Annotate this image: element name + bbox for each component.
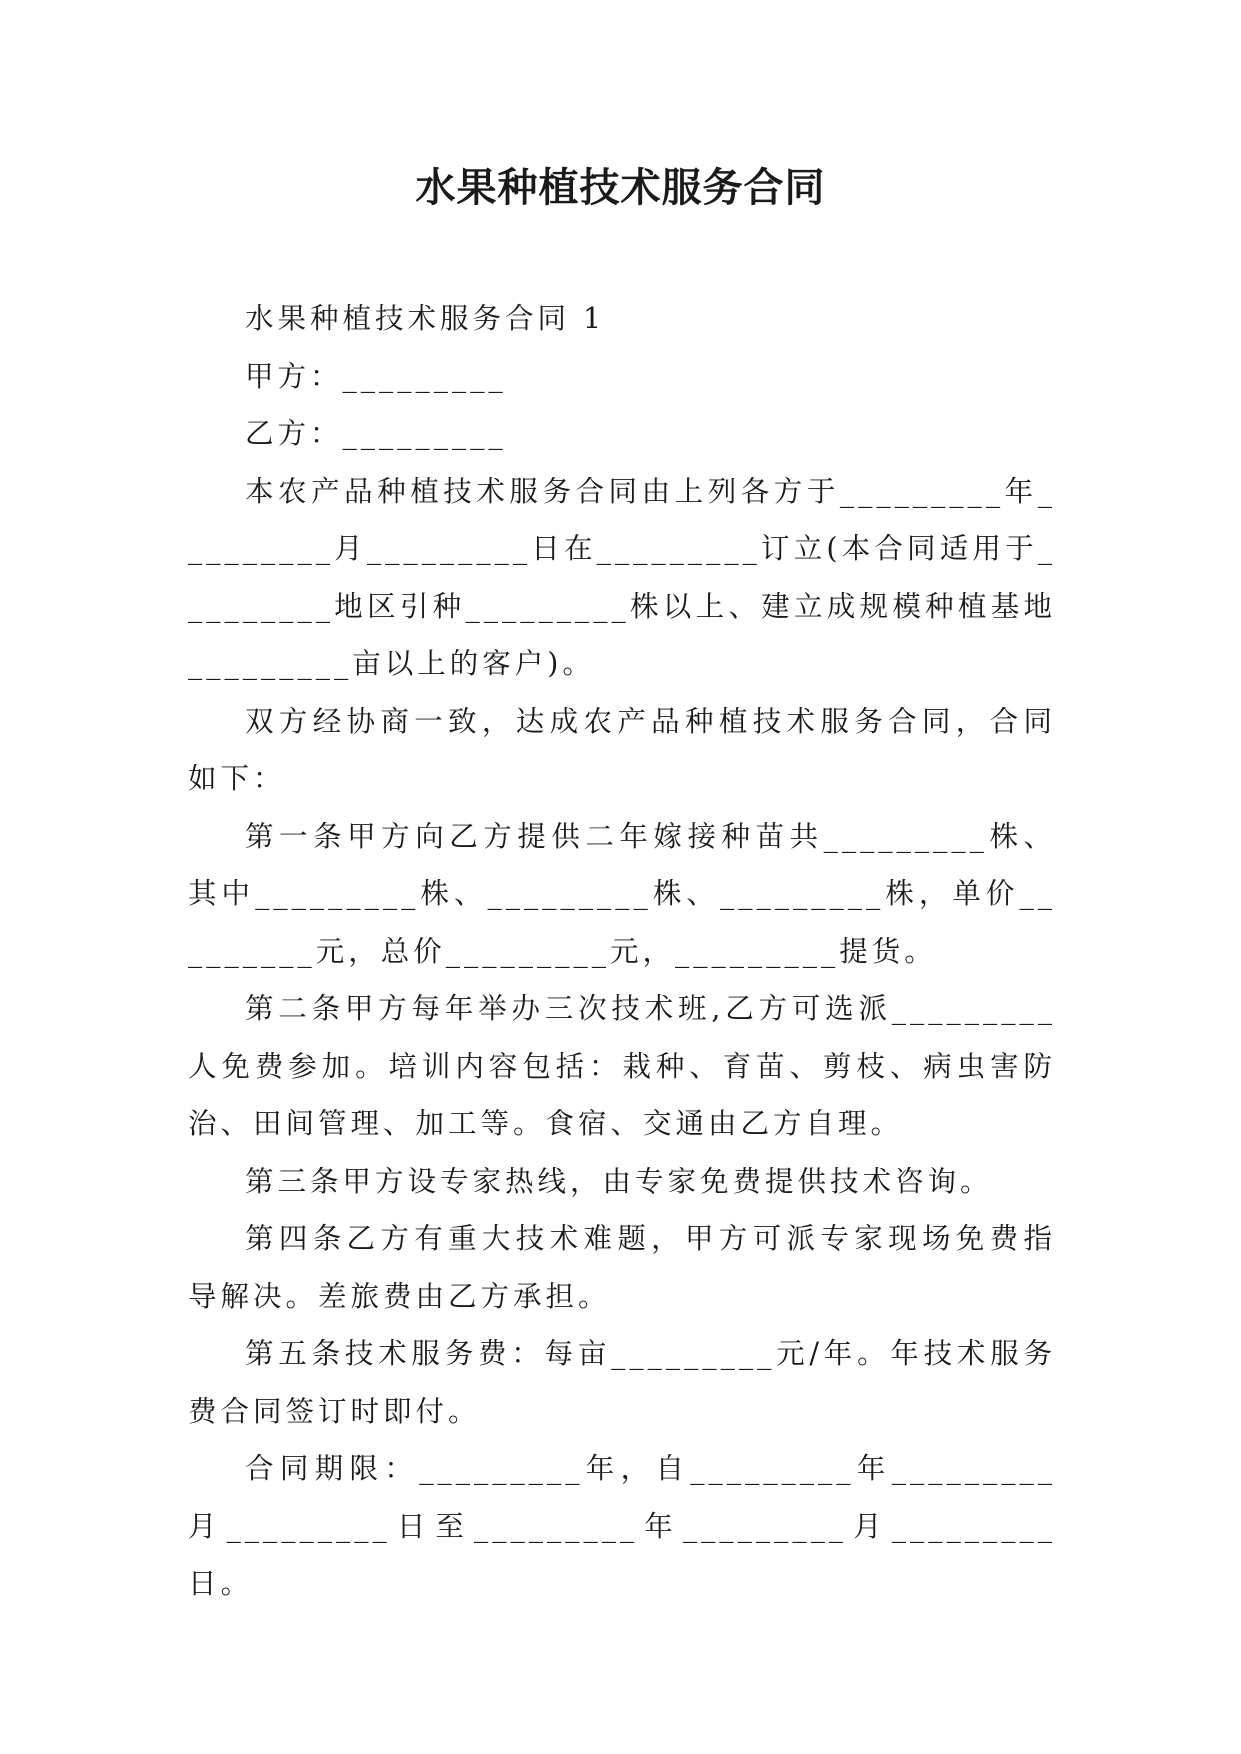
party-b-line: 乙方：_________ [245,417,507,450]
article-1: 第一条甲方向乙方提供二年嫁接种苗共_________株、其中_________株、_________株、_________株，单价_________元，总价_________元，_________提货。 [188,819,1056,968]
article-2: 第二条甲方每年举办三次技术班,乙方可选派_________人免费参加。培训内容包括：栽种、育苗、剪枝、病虫害防治、田间管理、加工等。食宿、交通由乙方自理。 [188,992,1056,1140]
contract-preamble: 本农产品种植技术服务合同由上列各方于_________年_________月_________日在_________订立(本合同适用于_________地区引种_________株以上、建立成规模种植基地_________亩以上的客户)。 [188,474,1056,680]
article-4: 第四条乙方有重大技术难题，甲方可派专家现场免费指导解决。差旅费由乙方承担。 [188,1222,1056,1313]
article-5: 第五条技术服务费：每亩_________元/年。年技术服务费合同签订时即付。 [188,1337,1056,1428]
article-3: 第三条甲方设专家热线，由专家免费提供技术咨询。 [245,1164,993,1198]
document-title: 水果种植技术服务合同 [415,164,826,211]
contract-term: 合同期限：_________年，自_________年_________月_________日至_________年_________月_________日。 [188,1452,1056,1600]
agreement-statement: 双方经协商一致，达成农产品种植技术服务合同，合同如下： [188,704,1056,795]
contract-subtitle: 水果种植技术服务合同 1 [245,302,606,335]
party-a-line: 甲方：_________ [245,359,507,393]
document-body [188,290,1056,1613]
